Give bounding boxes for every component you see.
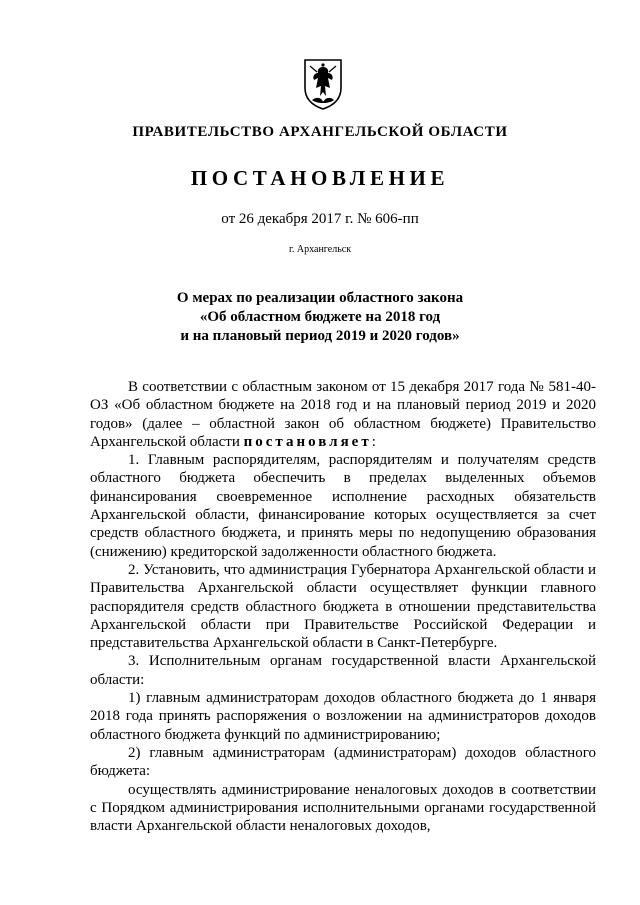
intro-text: В соответствии с областным законом от 15 декабря 2017 года № 581-40-ОЗ «Об областном бюджете на 2018 год и на плановый период 2019 и 2020 годов» (далее – областной закон об областном бюджете) Правительство Архангельской области — [90, 379, 596, 450]
paragraph-1: 1. Главным распорядителям, распорядителям и получателям средств областного бюджета обеспечить в пределах выделенных объемов финансирования своевременное исполнение расходных обязательств Архангельской области, финансирование которых осуществляется за счет средств областного бюджета, и принять меры по недопущению образования (снижению) кредиторской задолженности областного бюджета. — [90, 452, 596, 560]
title-line-3: и на плановый период 2019 и 2020 годов» — [180, 328, 460, 344]
paragraph-3: 3. Исполнительным органам государственной власти Архангельской области: — [90, 653, 596, 688]
organization-name: ПРАВИТЕЛЬСТВО АРХАНГЕЛЬСКОЙ ОБЛАСТИ — [132, 124, 508, 140]
paragraph-3-2: 2) главным администраторам (администраторам) доходов областного бюджета: — [90, 744, 596, 780]
document-date-number: от 26 декабря 2017 г. № 606-пп — [221, 211, 419, 227]
intro-colon: : — [371, 433, 376, 450]
coat-of-arms-emblem — [302, 58, 344, 110]
document-type: ПОСТАНОВЛЕНИЕ — [190, 166, 450, 190]
paragraph-2: 2. Установить, что администрация Губернатора Архангельской области и Правительства Архангельской области осуществляет функции главного распорядителя средств областного бюджета в отношении представительства Архангельской области при Правительстве Российской Федерации и представительства Архангельской области в Санкт-Петербурге. — [90, 561, 596, 652]
document-body — [90, 378, 596, 835]
title-line-1: О мерах по реализации областного закона — [176, 290, 464, 306]
intro-verb: постановляет — [243, 433, 372, 450]
document-city: г. Архангельск — [288, 244, 352, 255]
paragraph-3-2-a: осуществлять администрирование неналоговых доходов в соответствии с Порядком администрирования исполнительными органами государственной власти Архангельской области неналоговых доходов, — [90, 781, 596, 835]
intro-paragraph — [90, 378, 596, 451]
paragraph-3-1: 1) главным администраторам доходов областного бюджета до 1 января 2018 года принять распоряжения о возложении на администраторов доходов областного бюджета функций по администрированию; — [90, 690, 596, 743]
title-line-2: «Об областном бюджете на 2018 год — [199, 309, 441, 325]
document-title — [0, 289, 640, 346]
